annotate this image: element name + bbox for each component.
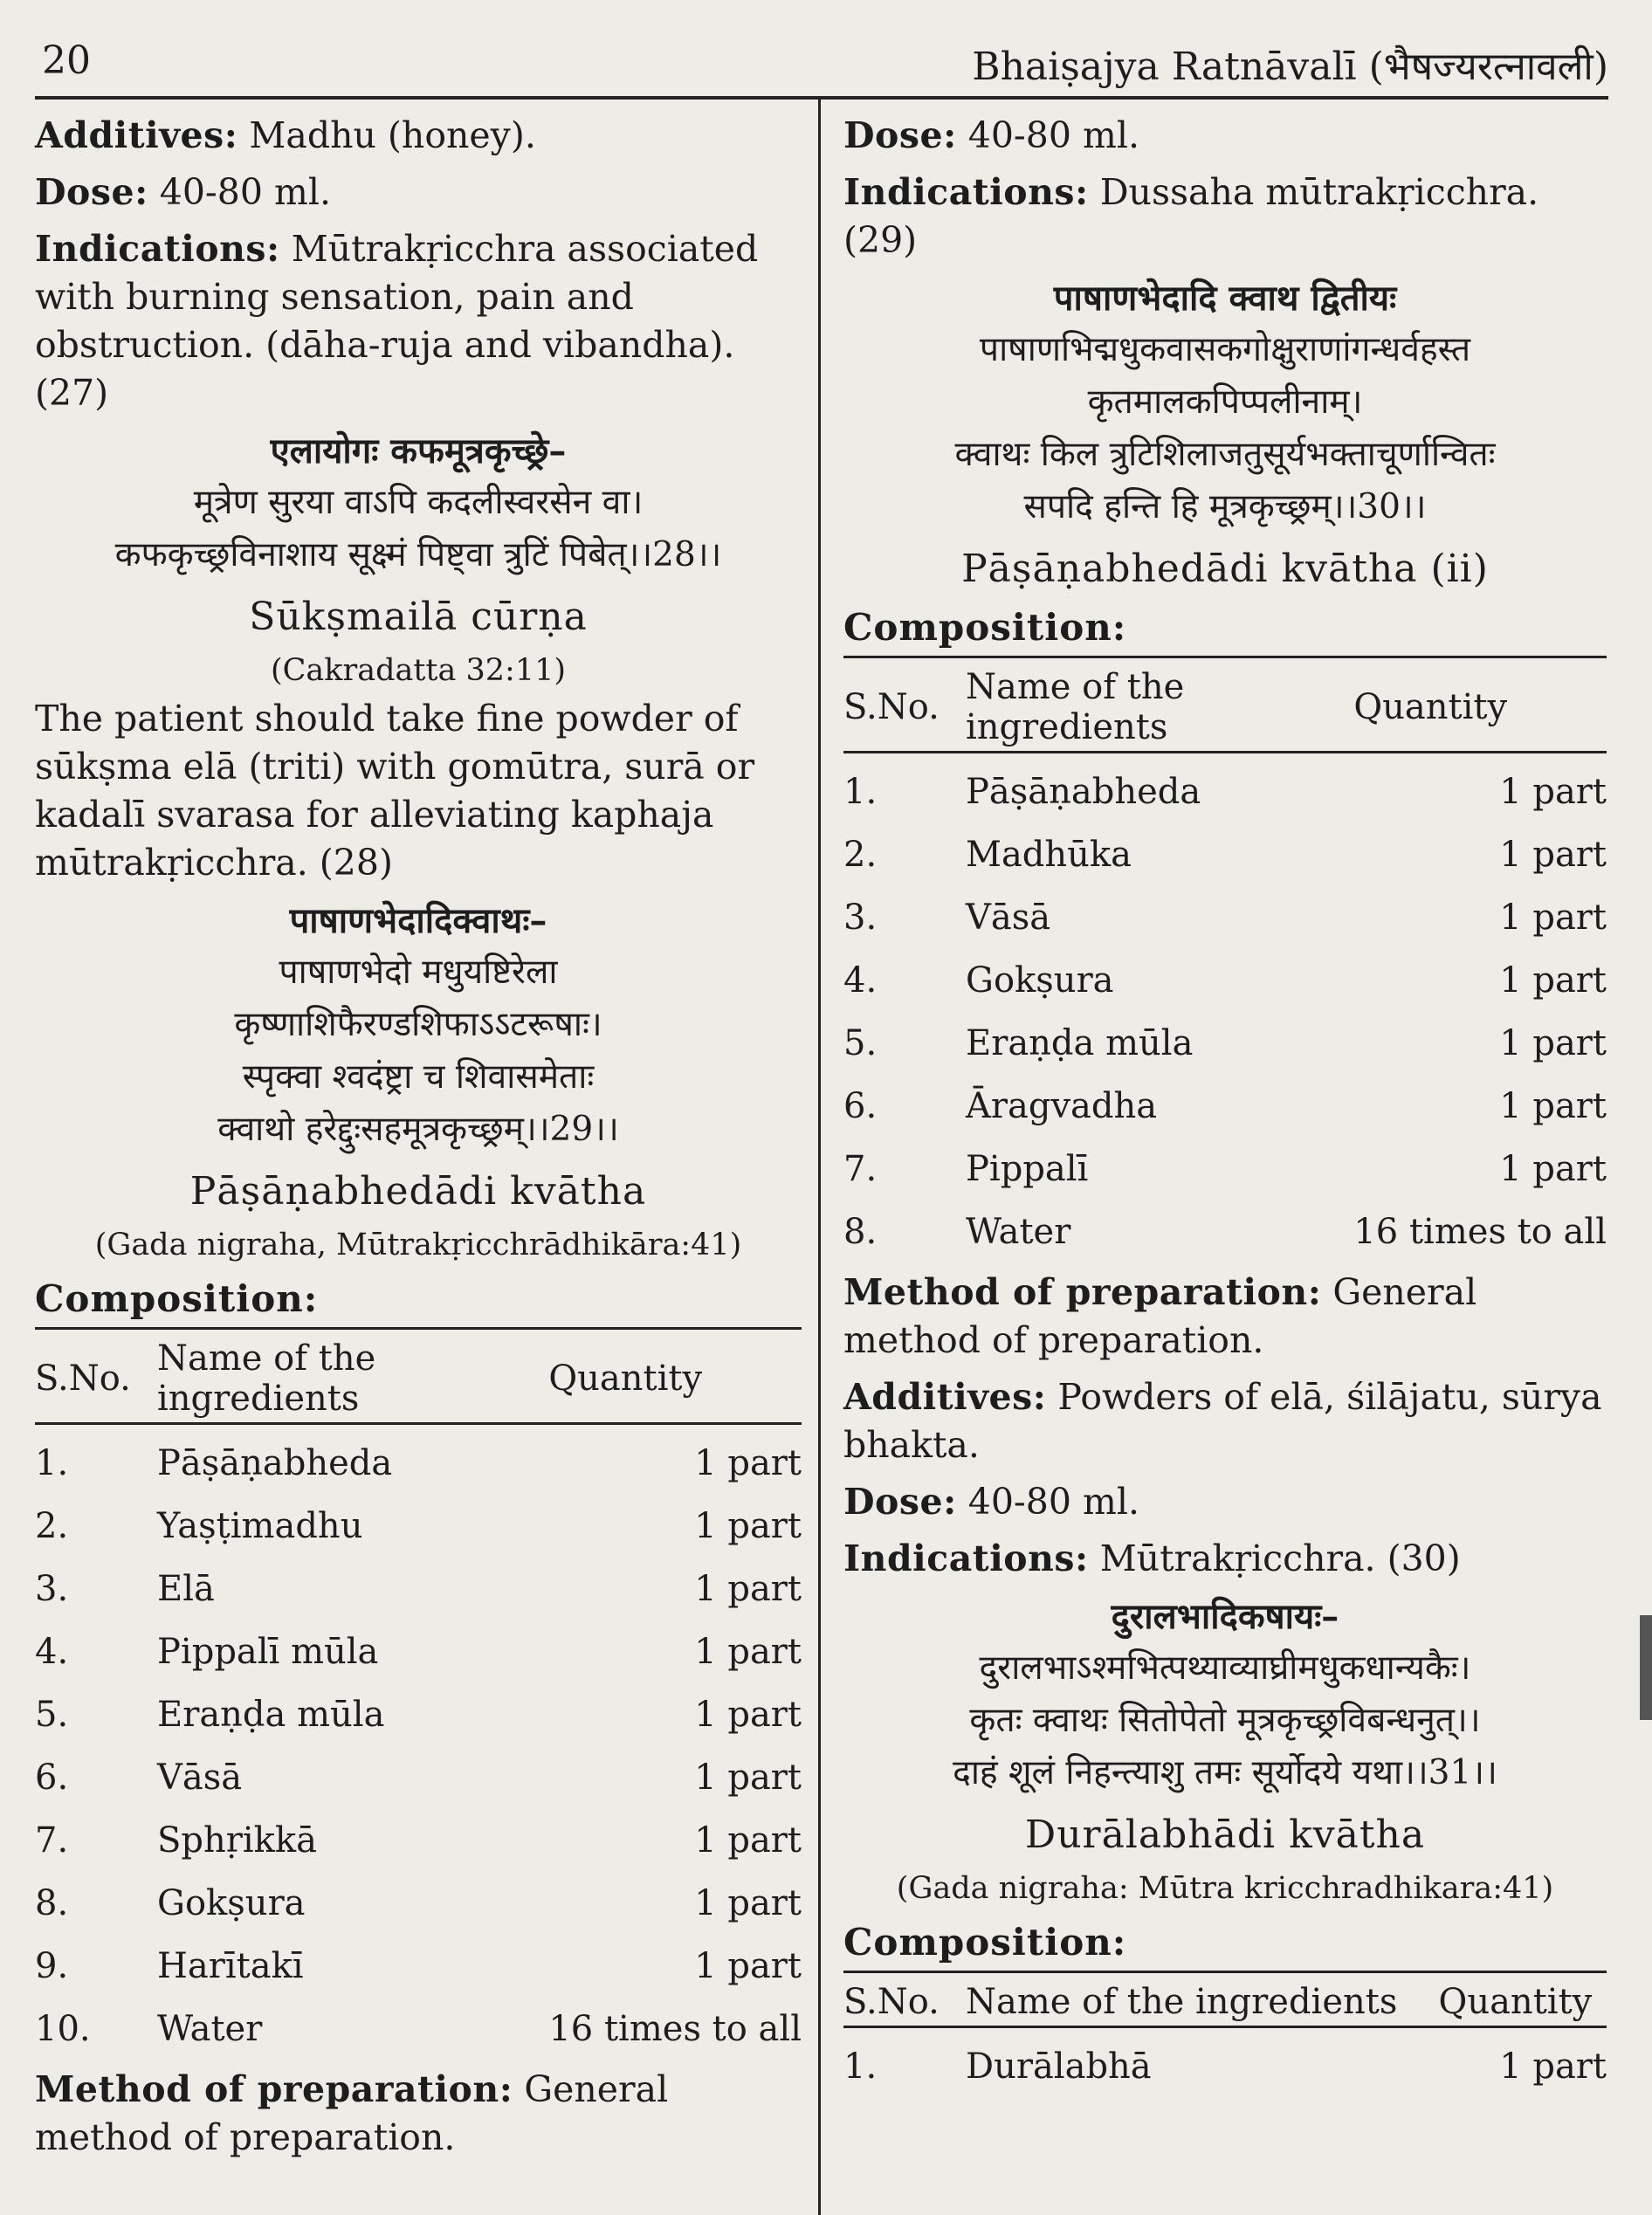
table-row: 2. Madhūka 1 part <box>843 835 1607 875</box>
table-row: 10. Water 16 times to all <box>35 2009 802 2049</box>
ingredients-table <box>35 1327 802 2060</box>
verse-heading: एलायोगः कफमूत्रकृच्छ्रे– <box>270 430 567 471</box>
right-column <box>843 112 1607 2103</box>
page-number: 20 <box>42 38 91 83</box>
additives-line: Additives: Powders of elā, śilājatu, sūrya bhakta. <box>843 1376 1602 1466</box>
table-row: 5. Eraṇḍa mūla 1 part <box>843 1023 1607 1063</box>
verse-line: कृतमालकपिप्पलीनाम्। <box>1087 382 1363 422</box>
section-title: Pāṣāṇabhedādi kvātha (ii) <box>961 547 1489 591</box>
col-header-name: Name of the ingredients <box>966 1972 1439 2027</box>
additives-line: Additives: Madhu (honey). <box>35 114 536 156</box>
column-divider <box>818 98 821 2215</box>
table-header-row <box>35 1329 802 1424</box>
section-title: Pāṣāṇabhedādi kvātha <box>189 1169 647 1214</box>
col-header-sno: S.No. <box>843 1972 966 2027</box>
dose-line: Dose: 40-80 ml. <box>35 171 332 213</box>
verse-line: दाहं शूलं निहन्त्याशु तमः सूर्योदये यथा।।31।। <box>953 1753 1497 1792</box>
indications-line: Indications: Mūtrakṛicchra associated with burning sensation, pain and obstruction. (dāha-ruja and vibandha). (27) <box>35 228 759 414</box>
ingredients-table <box>843 1971 1607 2098</box>
dose-line: Dose: 40-80 ml. <box>843 114 1140 156</box>
table-row: 5. Eraṇḍa mūla 1 part <box>35 1695 802 1735</box>
page-header <box>35 33 1608 100</box>
table-row: 7. Pippalī 1 part <box>843 1149 1607 1189</box>
verse-heading: पाषाणभेदादिक्वाथः– <box>289 900 547 941</box>
verse-line: क्वाथो हरेद्दुःसहमूत्रकृच्छ्रम्।।29।। <box>217 1110 619 1149</box>
verse-line: कृतः क्वाथः सितोपेतो मूत्रकृच्छ्रविबन्धनुत्।। <box>969 1701 1481 1740</box>
verse-heading: पाषाणभेदादि क्वाथ द्वितीयः <box>1053 278 1397 319</box>
table-row: 4. Gokṣura 1 part <box>843 960 1607 1001</box>
composition-label: Composition: <box>843 606 1127 649</box>
col-header-sno: S.No. <box>843 657 966 753</box>
section-reference: (Cakradatta 32:11) <box>270 653 567 688</box>
verse-line: पाषाणभिद्मधुकवासकगोक्षुराणांगन्धर्वहस्त <box>979 330 1471 369</box>
verse-line: सपदि हन्ति हि मूत्रकृच्छ्रम्।।30।। <box>1023 487 1427 526</box>
section-reference: (Gada nigraha, Mūtrakṛicchrādhikāra:41) <box>94 1228 742 1262</box>
table-row: 8. Gokṣura 1 part <box>35 1883 802 1923</box>
section-title: Durālabhādi kvātha <box>1024 1813 1426 1857</box>
col-header-sno: S.No. <box>35 1329 157 1424</box>
table-row: 3. Vāsā 1 part <box>843 898 1607 938</box>
table-row: 2. Yaṣṭimadhu 1 part <box>35 1506 802 1546</box>
col-header-quantity: Quantity <box>1353 657 1607 753</box>
ingredients-table <box>843 656 1607 1263</box>
table-header-row <box>843 657 1607 753</box>
verse-line: दुरालभाऽश्मभित्पथ्याव्याघ्रीमधुकधान्यकैः। <box>979 1648 1471 1688</box>
verse-line: क्वाथः किल त्रुटिशिलाजतुसूर्यभक्ताचूर्णान्वितः <box>954 435 1496 474</box>
section-title: Sūkṣmailā cūrṇa <box>249 595 588 639</box>
body-paragraph: The patient should take fine powder of sūkṣma elā (triti) with gomūtra, surā or kadalī svarasa for alleviating kaphaja mūtrakṛicchra. (28) <box>35 698 755 884</box>
running-title: Bhaiṣajya Ratnāvalī (भैषज्यरत्नावली) <box>972 45 1608 89</box>
verse-line: मूत्रेण सुरया वाऽपि कदलीस्वरसेन वा। <box>193 483 644 522</box>
method-line: Method of preparation: General method of preparation. <box>843 1271 1477 1361</box>
col-header-quantity: Quantity <box>548 1329 802 1424</box>
indications-line: Indications: Mūtrakṛicchra. (30) <box>843 1537 1461 1579</box>
table-row: 1. Pāṣāṇabheda 1 part <box>843 772 1607 812</box>
method-line: Method of preparation: General method of preparation. <box>35 2068 669 2158</box>
indications-line: Indications: Dussaha mūtrakṛicchra. (29) <box>843 171 1539 261</box>
composition-label: Composition: <box>843 1921 1127 1964</box>
table-row: 1. Durālabhā 1 part <box>843 2046 1607 2087</box>
table-row: 4. Pippalī mūla 1 part <box>35 1632 802 1672</box>
col-header-quantity: Quantity <box>1439 1972 1607 2027</box>
page-edge-shadow <box>1640 1615 1652 1720</box>
composition-label: Composition: <box>35 1277 319 1320</box>
table-row: 6. Āragvadha 1 part <box>843 1086 1607 1126</box>
verse-heading: दुरालभादिकषायः– <box>1111 1596 1339 1637</box>
table-row: 8. Water 16 times to all <box>843 1212 1607 1252</box>
col-header-name: Name of the ingredients <box>966 657 1353 753</box>
left-column <box>35 112 802 2170</box>
section-reference: (Gada nigraha: Mūtra kricchradhikara:41) <box>896 1871 1554 1906</box>
table-row: 7. Sphṛikkā 1 part <box>35 1820 802 1861</box>
table-row: 9. Harītakī 1 part <box>35 1946 802 1986</box>
col-header-name: Name of the ingredients <box>157 1329 548 1424</box>
verse-line: कफकृच्छ्रविनाशाय सूक्ष्मं पिष्ट्वा त्रुटिं पिबेत्।।28।। <box>114 535 722 574</box>
verse-line: स्पृक्वा श्वदंष्ट्रा च शिवासमेताः <box>242 1057 595 1097</box>
table-header-row <box>843 1972 1607 2027</box>
dose-line: Dose: 40-80 ml. <box>843 1481 1140 1523</box>
table-row: 3. Elā 1 part <box>35 1569 802 1609</box>
verse-line: पाषाणभेदो मधुयष्टिरेला <box>279 953 558 992</box>
table-row: 1. Pāṣāṇabheda 1 part <box>35 1443 802 1483</box>
verse-line: कृष्णाशिफैरण्डशिफाऽऽटरूषाः। <box>234 1005 602 1044</box>
table-row: 6. Vāsā 1 part <box>35 1758 802 1798</box>
